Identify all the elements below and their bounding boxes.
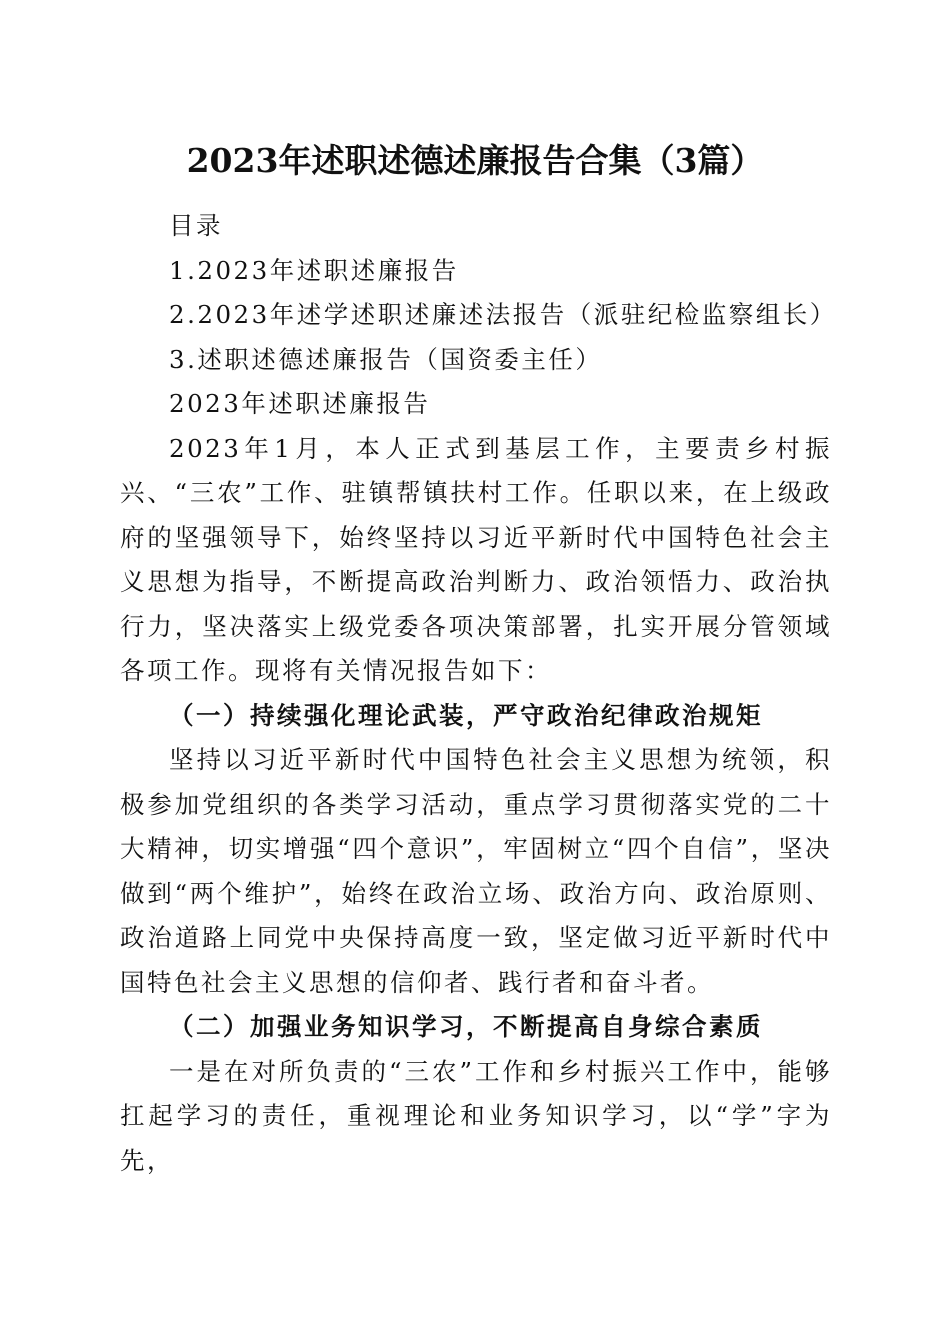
toc-label: 目录 (169, 211, 223, 240)
document-title: 2023年述职述德述廉报告合集（3篇） (186, 141, 764, 180)
toc-item-2: 2.2023年述学述职述廉述法报告（派驻纪检监察组长） (169, 300, 837, 329)
document-body (120, 204, 837, 1183)
section-title: 2023年述职述廉报告 (169, 389, 431, 418)
heading-1: （一）持续强化理论武装，严守政治纪律政治规矩 (169, 700, 763, 730)
heading-2: （二）加强业务知识学习，不断提高自身综合素质 (169, 1012, 763, 1041)
paragraph-1: 坚持以习近平新时代中国特色社会主义思想为统领，积极参加党组织的各类学习活动，重点学习贯彻落实党的二十大精神，切实增强“四个意识”，牢固树立“四个自信”，坚决做到“两个维护”，始终在政治立场、政治方向、政治原则、政治道路上同党中央保持高度一致，坚定做习近平新时代中国特色社会主义思想的信仰者、践行者和奋斗者。 (120, 745, 832, 997)
toc-item-1: 1.2023年述职述廉报告 (169, 255, 459, 285)
paragraph-2: 一是在对所负责的“三农”工作和乡村振兴工作中，能够扛起学习的责任，重视理论和业务知识学习，以“学”字为先， (120, 1056, 832, 1175)
toc-item-3: 3.述职述德述廉报告（国资委主任） (169, 344, 603, 374)
paragraph-intro: 2023年1月，本人正式到基层工作，主要责乡村振兴、“三农”工作、驻镇帮镇扶村工作。任职以来，在上级政府的坚强领导下，始终坚持以习近平新时代中国特色社会主义思想为指导，不断提高政治判断力、政治领悟力、政治执行力，坚决落实上级党委各项决策部署，扎实开展分管领域各项工作。现将有关情况报告如下： (120, 433, 832, 685)
